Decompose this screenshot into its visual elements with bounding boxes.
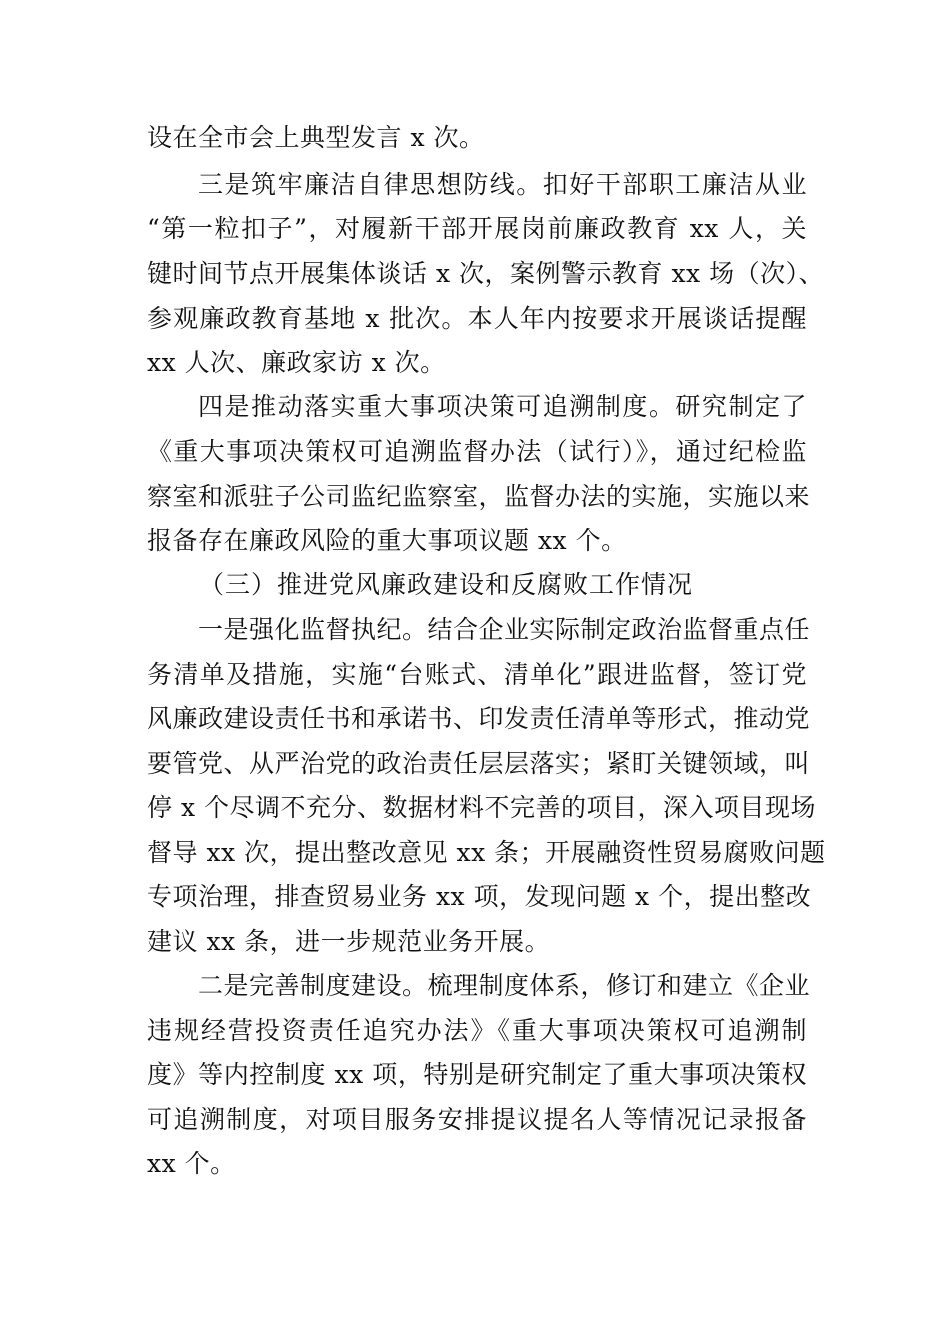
text-line: 设在全市会上典型发言 x 次。 <box>147 123 485 152</box>
text-line: xx 人次、廉政家访 x 次。 <box>147 348 446 377</box>
text-line: 《重大事项决策权可追溯监督办法（试行）》，通过纪检监 <box>147 437 807 466</box>
text-line: 风廉政建设责任书和承诺书、印发责任清单等形式，推动党 <box>147 704 811 733</box>
text-line: 一是强化监督执纪。结合企业实际制定政治监督重点任 <box>198 615 811 644</box>
text-line: 参观廉政教育基地 x 批次。本人年内按要求开展谈话提醒 <box>147 304 807 333</box>
section-heading: （三）推进党风廉政建设和反腐败工作情况 <box>199 570 694 599</box>
text-line: 键时间节点开展集体谈话 x 次，案例警示教育 xx 场（次）、 <box>147 259 825 288</box>
text-line: 度》等内控制度 xx 项，特别是研究制定了重大事项决策权 <box>147 1060 807 1089</box>
text-line: 建议 xx 条，进一步规范业务开展。 <box>147 927 551 956</box>
text-line: 违规经营投资责任追究办法》《重大事项决策权可追溯制 <box>147 1016 807 1045</box>
text-line: xx 个。 <box>147 1149 236 1178</box>
text-line: 督导 xx 次，提出整改意见 xx 条；开展融资性贸易腐败问题 <box>147 838 826 867</box>
text-line: 三是筑牢廉洁自律思想防线。扣好干部职工廉洁从业 <box>198 170 807 199</box>
text-line: “第一粒扣子”，对履新干部开展岗前廉政教育 xx 人，关 <box>147 214 807 243</box>
text-line: 四是推动落实重大事项决策可追溯制度。研究制定了 <box>198 392 807 421</box>
text-line: 报备存在廉政风险的重大事项议题 xx 个。 <box>147 526 627 555</box>
text-line: 务清单及措施，实施“台账式、清单化”跟进监督，签订党 <box>147 660 807 689</box>
text-line: 可追溯制度，对项目服务安排提议提名人等情况记录报备 <box>147 1105 807 1134</box>
text-line: 要管党、从严治党的政治责任层层落实；紧盯关键领域，叫 <box>147 749 811 778</box>
text-line: 二是完善制度建设。梳理制度体系，修订和建立《企业 <box>198 971 811 1000</box>
text-line: 察室和派驻子公司监纪监察室，监督办法的实施，实施以来 <box>147 482 811 511</box>
text-line: 专项治理，排查贸易业务 xx 项，发现问题 x 个，提出整改 <box>147 882 812 911</box>
text-line: 停 x 个尽调不充分、数据材料不完善的项目，深入项目现场 <box>147 793 816 822</box>
